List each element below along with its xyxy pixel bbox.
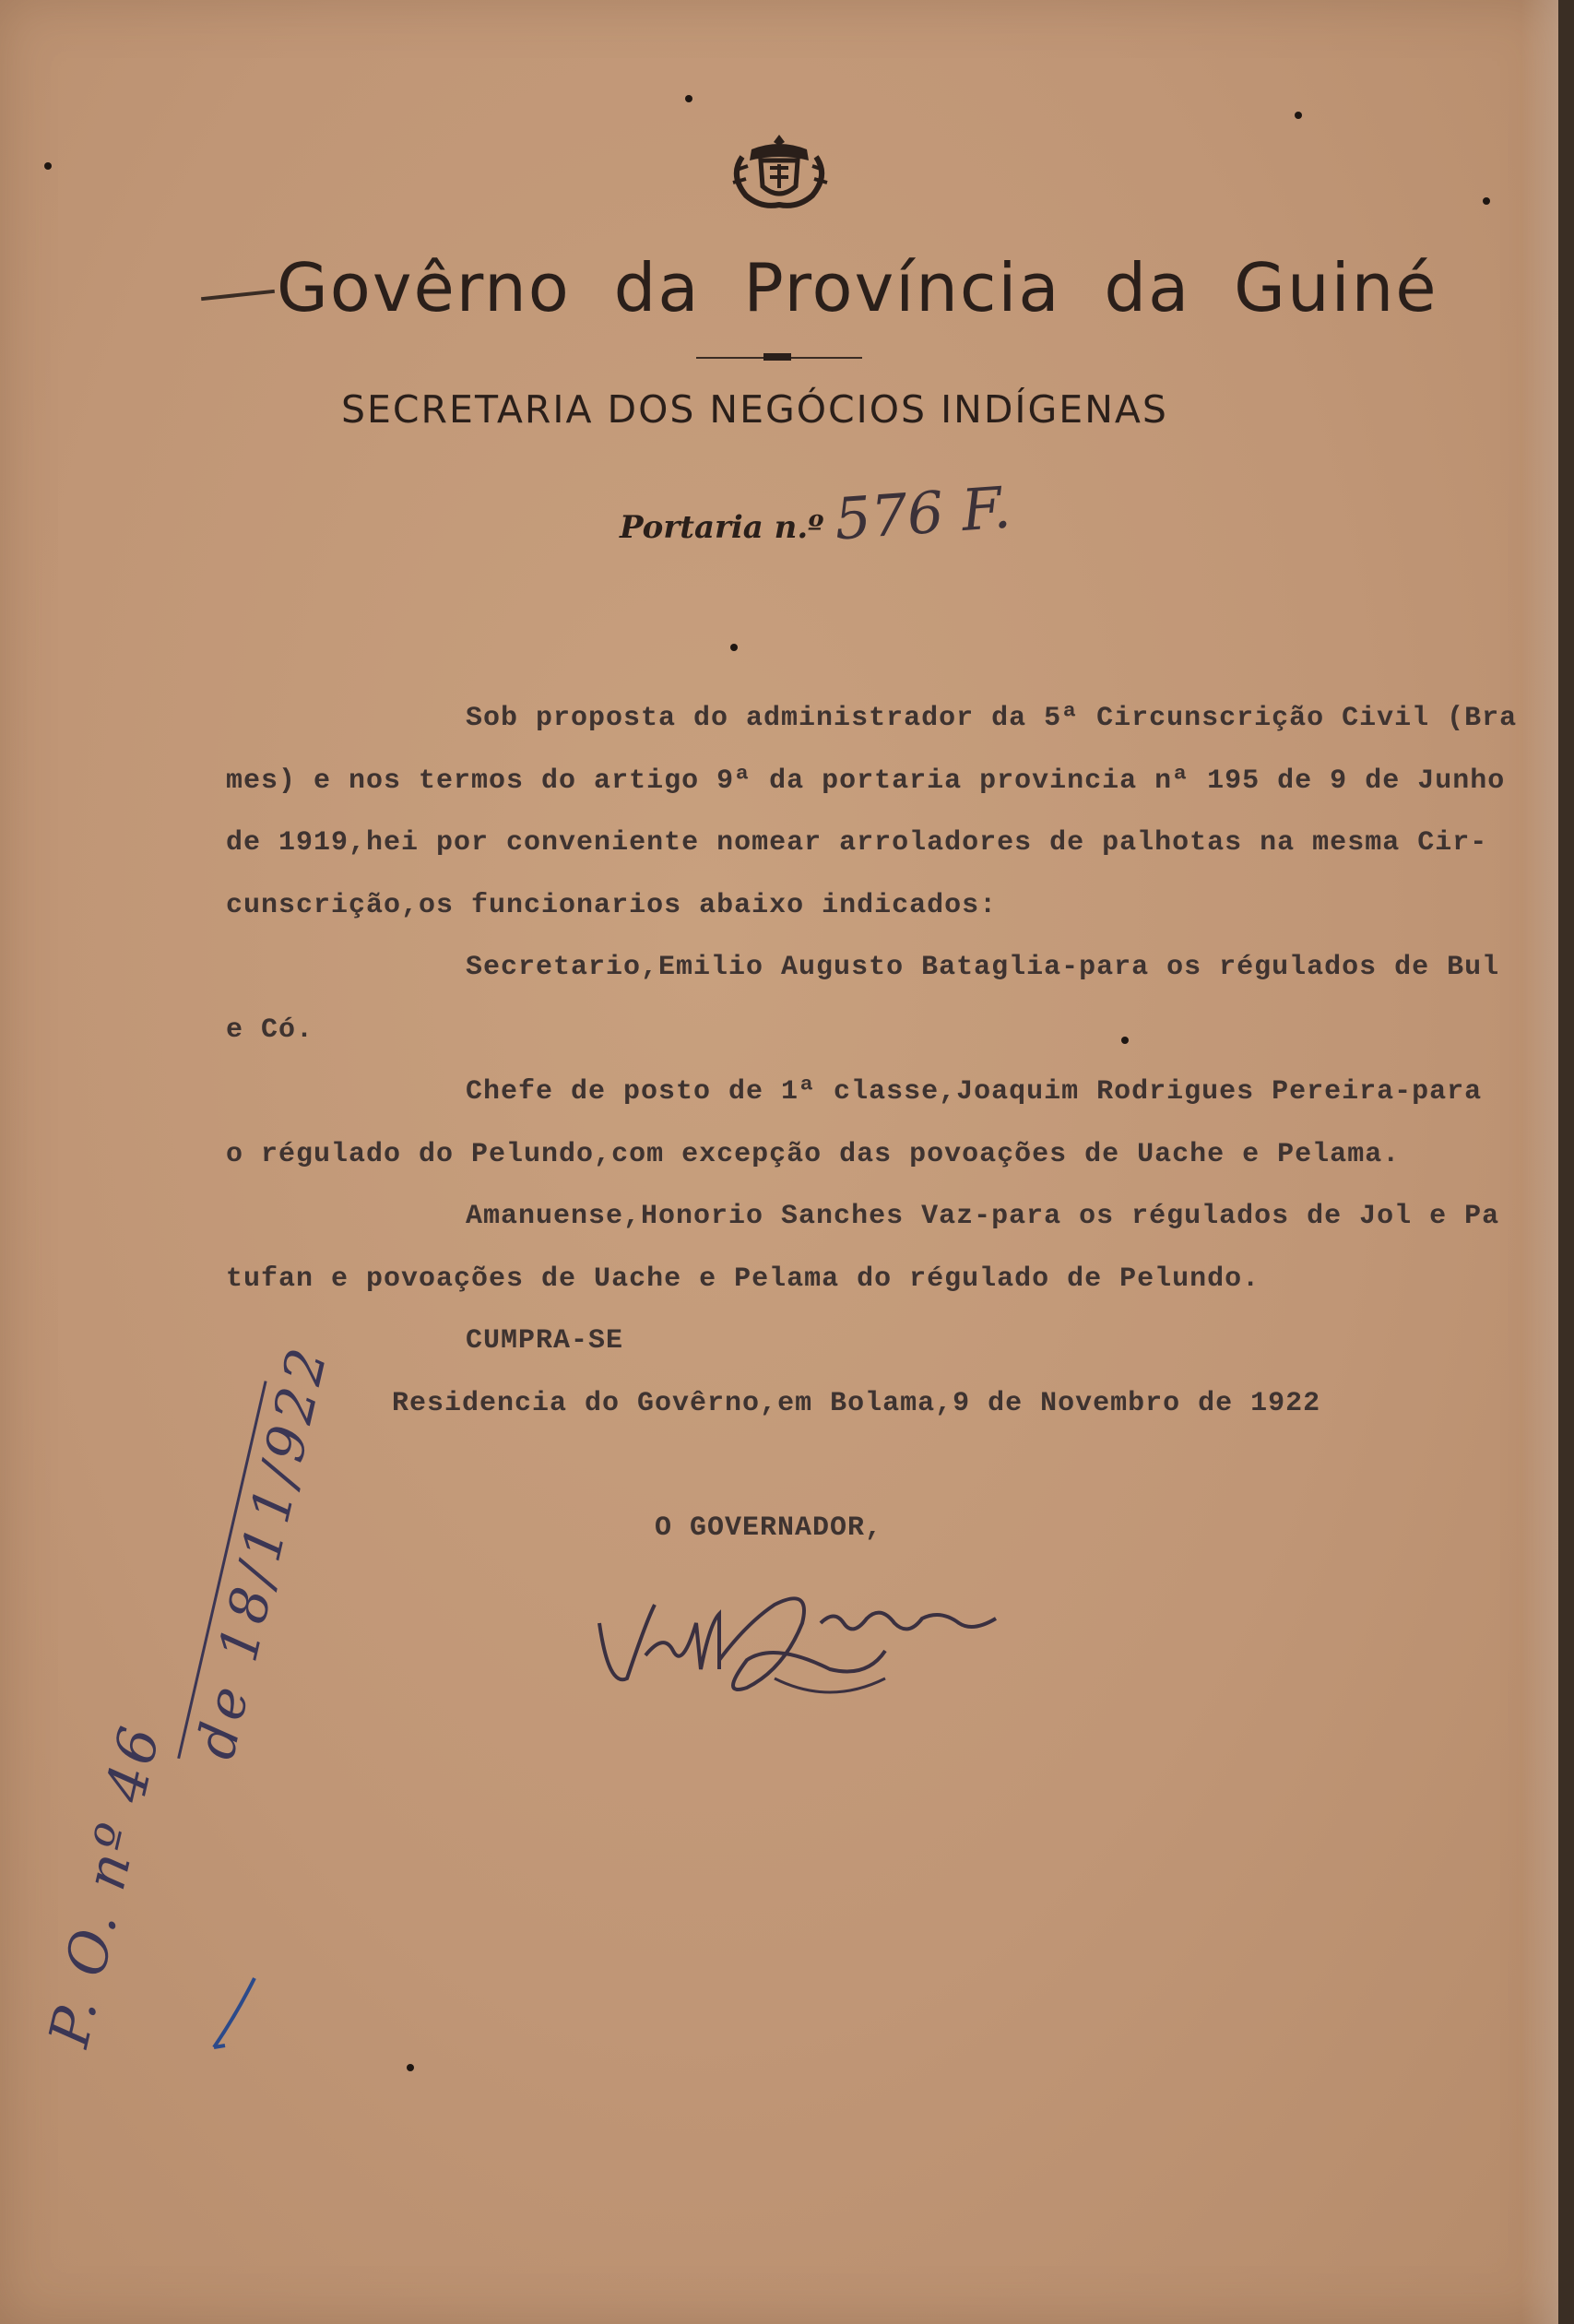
header-divider-mark: [763, 353, 791, 361]
body-line: de 1919,hei por conveniente nomear arroladores de palhotas na mesma Cir-: [226, 827, 1488, 859]
department-title: SECRETARIA DOS NEGÓCIOS INDÍGENAS: [341, 387, 1168, 432]
cumpra-se-line: CUMPRA-SE: [466, 1325, 624, 1357]
marginal-annotation-bottom: de 18/11/922: [183, 1337, 340, 1765]
signatory-title: O GOVERNADOR,: [655, 1512, 883, 1544]
coat-of-arms-emblem: [724, 129, 834, 212]
body-line: Amanuense,Honorio Sanches Vaz-para os régulados de Jol e Pa: [466, 1201, 1500, 1232]
blue-pen-stroke: [208, 1974, 264, 2057]
government-title: Govêrno da Província da Guiné: [277, 249, 1438, 326]
body-line: cunscrição,os funcionarios abaixo indicados:: [226, 890, 998, 921]
paper-spot: [1295, 112, 1302, 119]
paper-spot: [1483, 197, 1490, 205]
marginal-annotation: [37, 1140, 370, 2068]
body-line: Sob proposta do administrador da 5ª Circunscrição Civil (Bra: [466, 703, 1518, 734]
header-dash-mark: [201, 290, 275, 301]
paper-spot: [685, 95, 692, 102]
portaria-label: Portaria n.º: [620, 509, 824, 546]
body-line: e Có.: [226, 1014, 314, 1046]
place-date-line: Residencia do Govêrno,em Bolama,9 de Novembro de 1922: [392, 1388, 1321, 1419]
paper-spot: [44, 162, 52, 170]
body-line: o régulado do Pelundo,com excepção das povoações de Uache e Pelama.: [226, 1139, 1401, 1170]
body-line: tufan e povoações de Uache e Pelama do régulado de Pelundo.: [226, 1263, 1260, 1295]
paper-spot: [730, 644, 738, 651]
paper-spot: [407, 2064, 414, 2071]
paper-spot: [1121, 1037, 1129, 1044]
governor-signature: [590, 1568, 1014, 1706]
portaria-number: 576 F.: [832, 473, 1013, 553]
marginal-annotation-top: P. O. nº 46: [37, 1717, 174, 2053]
body-line: mes) e nos termos do artigo 9ª da portaria provincia nª 195 de 9 de Junho: [226, 765, 1506, 797]
body-line: Secretario,Emilio Augusto Bataglia-para os régulados de Bul: [466, 952, 1500, 983]
body-line: Chefe de posto de 1ª classe,Joaquim Rodrigues Pereira-para: [466, 1076, 1483, 1108]
